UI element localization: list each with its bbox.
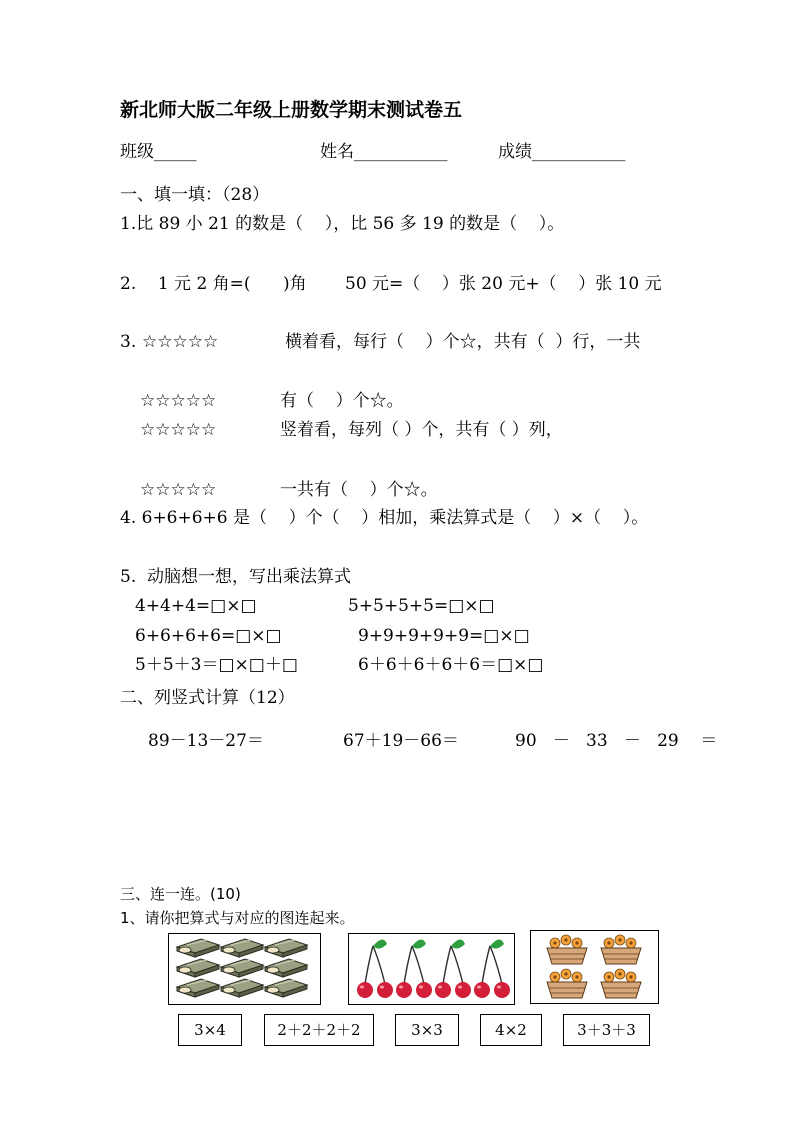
q5-item: 5＋5＋3＝□×□＋□ — [135, 655, 298, 675]
answer-box-2plus2plus2plus2[interactable]: 2＋2＋2＋2 — [264, 1014, 374, 1046]
question-5-heading: 5. 动脑想一想，写出乘法算式 — [120, 567, 352, 587]
page-title: 新北师大版二年级上册数学期末测试卷五 — [120, 99, 463, 121]
picture-flower-baskets[interactable] — [530, 930, 659, 1004]
question-3-line3: 竖着看，每列（ ）个，共有（ ）列， — [280, 420, 563, 440]
calc-expression-2: 67＋19－66＝ — [343, 731, 459, 751]
picture-banknotes[interactable] — [168, 933, 321, 1005]
q5-item: 6＋6＋6＋6＋6＝□×□ — [358, 655, 544, 675]
answer-box-3x3[interactable]: 3×3 — [395, 1014, 459, 1046]
question-3-label: 3. — [120, 332, 137, 352]
section2-heading: 二、列竖式计算（12） — [120, 688, 295, 708]
score-field[interactable]: 成绩___________ — [498, 142, 626, 162]
answer-box-3plus3plus3[interactable]: 3＋3＋3 — [563, 1014, 650, 1046]
answer-box-4x2[interactable]: 4×2 — [480, 1014, 542, 1046]
star-row-1: ☆☆☆☆☆ — [142, 332, 219, 352]
question-4: 4. 6+6+6+6 是（ ）个（ ）相加，乘法算式是（ ）×（ ）。 — [120, 508, 649, 528]
cherries-icon — [349, 934, 514, 1004]
q5-item: 5+5+5+5=□×□ — [348, 596, 495, 616]
star-row-4: ☆☆☆☆☆ — [140, 480, 217, 500]
calc-expression-3: 90 － 33 － 29 ＝ — [515, 731, 718, 751]
section3-heading: 三、连一连。(10) — [120, 885, 241, 903]
q5-item: 4+4+4=□×□ — [135, 596, 257, 616]
flower-baskets-icon — [531, 931, 658, 1003]
star-row-3: ☆☆☆☆☆ — [140, 420, 217, 440]
question-3-line2: 有（ ）个☆。 — [280, 391, 404, 411]
section1-heading: 一、填一填：（28） — [120, 185, 270, 205]
question-2a: 2. 1 元 2 角=( )角 — [120, 274, 307, 294]
question-2b: 50 元=（ ）张 20 元+（ ）张 10 元 — [345, 274, 662, 294]
question-3-line1: 横着看，每行（ ）个☆，共有（ ）行，一共 — [285, 332, 641, 352]
answer-box-3x4[interactable]: 3×4 — [178, 1014, 242, 1046]
class-field[interactable]: 班级_____ — [120, 142, 197, 162]
picture-cherries[interactable] — [348, 933, 515, 1005]
calc-expression-1: 89－13－27＝ — [148, 731, 264, 751]
q5-item: 9+9+9+9+9=□×□ — [358, 626, 530, 646]
star-row-2: ☆☆☆☆☆ — [140, 391, 217, 411]
q5-item: 6+6+6+6=□×□ — [135, 626, 282, 646]
section3-instruction: 1、请你把算式与对应的图连起来。 — [120, 909, 355, 927]
question-1: 1.比 89 小 21 的数是（ ），比 56 多 19 的数是（ ）。 — [120, 214, 565, 234]
banknote-bundles-icon — [169, 934, 320, 1004]
name-field[interactable]: 姓名___________ — [320, 142, 448, 162]
question-3-line4: 一共有（ ）个☆。 — [280, 480, 438, 500]
